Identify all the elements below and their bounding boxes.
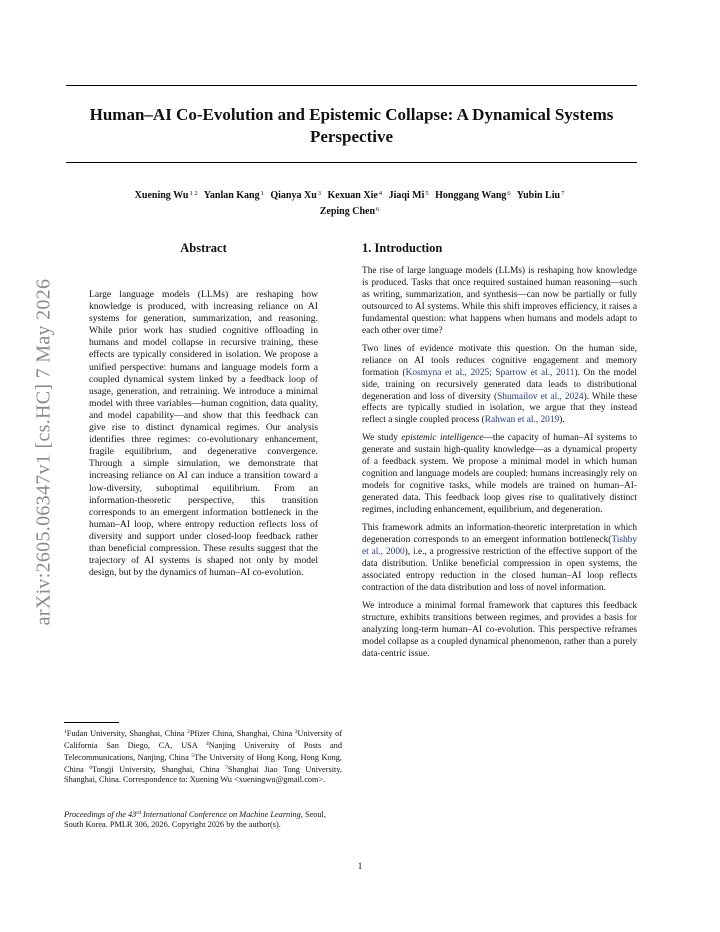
text-span: Two lines of evidence motivate this question. On the human side, reliance on AI tools reduces cognitive engagement and memory formation ( bbox=[362, 343, 637, 378]
citation-link[interactable]: Tishby et al., 2000 bbox=[362, 535, 637, 557]
affiliations-footnote bbox=[64, 727, 342, 785]
author-affiliation-mark: 5 bbox=[425, 190, 429, 197]
arxiv-stamp: arXiv:2605.06347v1 [cs.HC] 7 May 2026 bbox=[32, 278, 55, 626]
author bbox=[320, 206, 384, 217]
venue-text: International Conference on Machine Learning bbox=[140, 810, 301, 819]
author-name: Zeping Chen bbox=[319, 206, 376, 217]
author bbox=[389, 190, 433, 201]
aff-mark: 4 bbox=[206, 741, 209, 748]
author bbox=[435, 190, 514, 201]
author-name: Yanlan Kang bbox=[203, 190, 260, 201]
affiliation: The University of Hong Kong, Hong Kong, China bbox=[64, 753, 343, 775]
author-name: Qianya Xu bbox=[270, 190, 317, 201]
page-number: 1 bbox=[357, 862, 363, 872]
copyright-text: , Seoul, South Korea. PMLR 306, 2026. Copyright 2026 by the author(s). bbox=[64, 810, 326, 830]
author-list bbox=[66, 187, 637, 219]
author bbox=[328, 190, 387, 201]
paper-title: Human–AI Co-Evolution and Epistemic Collapse: A Dynamical Systems Perspective bbox=[89, 105, 614, 146]
citation-link[interactable]: Shumailov et al., 2024 bbox=[497, 391, 584, 402]
text-span: ). While these effects are typically studied in isolation, we argue that they instead reflect a single coupled process ( bbox=[362, 391, 637, 426]
emphasis-term: epistemic intelligence bbox=[401, 433, 484, 444]
affiliation: Fudan University, Shanghai, China bbox=[66, 729, 188, 738]
text-span: This framework admits an information-theoretic interpretation in which degeneration corresponds to an emergent information bottleneck( bbox=[362, 523, 637, 546]
intro-paragraph-4 bbox=[362, 523, 637, 595]
author-name: Xuening Wu bbox=[134, 190, 189, 201]
affiliation: University of California San Diego, CA, USA bbox=[64, 729, 343, 751]
intro-heading: 1. Introduction bbox=[362, 241, 443, 255]
author-affiliation-mark: 6 bbox=[376, 206, 380, 213]
intro-paragraph-5: We introduce a minimal formal framework that captures this feedback structure, exhibits transitions between regimes, and provides a basis for analyzing long-term human–AI co-evolution. This perspective reframes model collapse as a coupled dynamical phenomenon, rather than a purely data-centric issue. bbox=[362, 600, 637, 659]
author-affiliation-mark: 1 bbox=[260, 190, 264, 197]
intro-body bbox=[362, 266, 637, 667]
top-rule bbox=[66, 85, 637, 86]
abstract-text: Large language models (LLMs) are reshaping how knowledge is produced, with increasing reliance on AI systems for generation, summarization, and reasoning. While prior work has studied cognitive offloading in humans and model collapse in recursive training, these effects are typically considered in isolation. We propose a unified perspective: humans and language models form a coupled dynamical system linked by a feedback loop of usage, generation, and retraining. We introduce a minimal model with three variables—human cognition, data quality, and model capability—and show that this feedback can give rise to distinct dynamical regimes. Our analysis identifies three regimes: co-evolutionary enhancement, fragile equilibrium, and degenerative convergence. Through a simple simulation, we demonstrate that increasing reliance on AI can induce a transition toward a low-diversity, suboptimal equilibrium. From an information-theoretic perspective, this transition corresponds to an emergent information bottleneck in the human–AI loop, where entropy reduction reflects loss of diversity and support under closed-loop feedback rather than beneficial compression. These results suggest that the trajectory of AI systems is shaped not only by model design, but by the dynamics of human–AI co-evolution. bbox=[89, 289, 318, 579]
author bbox=[204, 190, 268, 201]
aff-mark: 1 bbox=[64, 729, 67, 735]
author-affiliation-mark: 3 bbox=[317, 190, 322, 197]
abstract-heading: Abstract bbox=[180, 241, 227, 255]
intro-paragraph-1: The rise of large language models (LLMs) is reshaping how knowledge is produced. Tasks that once required sustained human reasoning—such as writing, summarization, and synthesis—can now be partially or fully outsourced to AI systems. While this shift improves efficiency, it raises a fundamental question: what happens when humans and models adapt to each other over time? bbox=[362, 266, 637, 336]
correspondence: Correspondence to: Xuening Wu <xueningwu@gmail.com>. bbox=[120, 775, 326, 785]
author-name: Jiaqi Mi bbox=[388, 190, 425, 201]
intro-paragraph-2 bbox=[362, 344, 637, 428]
author-name: Kexuan Xie bbox=[327, 190, 378, 201]
affiliation: Pfizer China, Shanghai, China bbox=[189, 729, 295, 738]
author-affiliation-mark: 1 2 bbox=[189, 190, 198, 197]
text-span: —the capacity of human–AI systems to generate and sustain high-quality knowledge—as a dynamical property of a feedback system. We propose a minimal model in which human cognition and language models are coupled: humans increasingly rely on models for cognitive tasks, while models are trained on human–AI-generated data. This feedback loop gives rise to qualitatively distinct regimes, including enhancement, equilibrium, and degeneration. bbox=[362, 433, 637, 516]
aff-mark: 5 bbox=[191, 753, 195, 760]
author-affiliation-mark: 7 bbox=[561, 190, 565, 197]
author-affiliation-mark: 6 bbox=[507, 190, 511, 197]
text-span: ). bbox=[559, 415, 565, 426]
author-name: Honggang Wang bbox=[435, 190, 507, 201]
aff-mark: 2 bbox=[187, 729, 190, 735]
author bbox=[135, 190, 202, 201]
aff-mark: 6 bbox=[89, 765, 93, 772]
author-affiliation-mark: 4 bbox=[378, 190, 383, 197]
aff-mark: 7 bbox=[225, 765, 228, 772]
author-name: Yubin Liu bbox=[516, 190, 561, 201]
footnote-rule bbox=[64, 722, 119, 723]
affiliation: Shanghai Jiao Tong University, Shanghai, China. bbox=[64, 765, 342, 785]
author bbox=[270, 190, 325, 201]
text-span: We study bbox=[362, 433, 402, 444]
citation-link[interactable]: Kosmyna et al., 2025; Sparrow et al., 2011 bbox=[405, 367, 575, 378]
aff-mark: 3 bbox=[294, 729, 298, 735]
title-bottom-rule bbox=[66, 162, 637, 163]
intro-paragraph-3 bbox=[362, 433, 637, 517]
affiliation: Nanjing University of Posts and Telecommunications, Nanjing, China bbox=[64, 741, 342, 763]
proceedings-note bbox=[64, 808, 342, 830]
affiliation: Tongji University, Shanghai, China bbox=[92, 765, 226, 775]
citation-link[interactable]: Rahwan et al., 2019 bbox=[484, 415, 560, 426]
venue-text: Proceedings of the 43 bbox=[64, 810, 137, 819]
ordinal-suffix: rd bbox=[136, 810, 141, 816]
author bbox=[517, 190, 569, 201]
text-span: ). On the model side, training on recursively generated data leads to distributional degeneration and loss of diversity ( bbox=[362, 367, 637, 402]
text-span: ), i.e., a progressive restriction of the effective support of the data distribution. Unlike beneficial compression in open systems, the associated entropy reduction in the closed human–AI loop reflects contraction of the data distribution and loss of novel information. bbox=[362, 546, 637, 593]
